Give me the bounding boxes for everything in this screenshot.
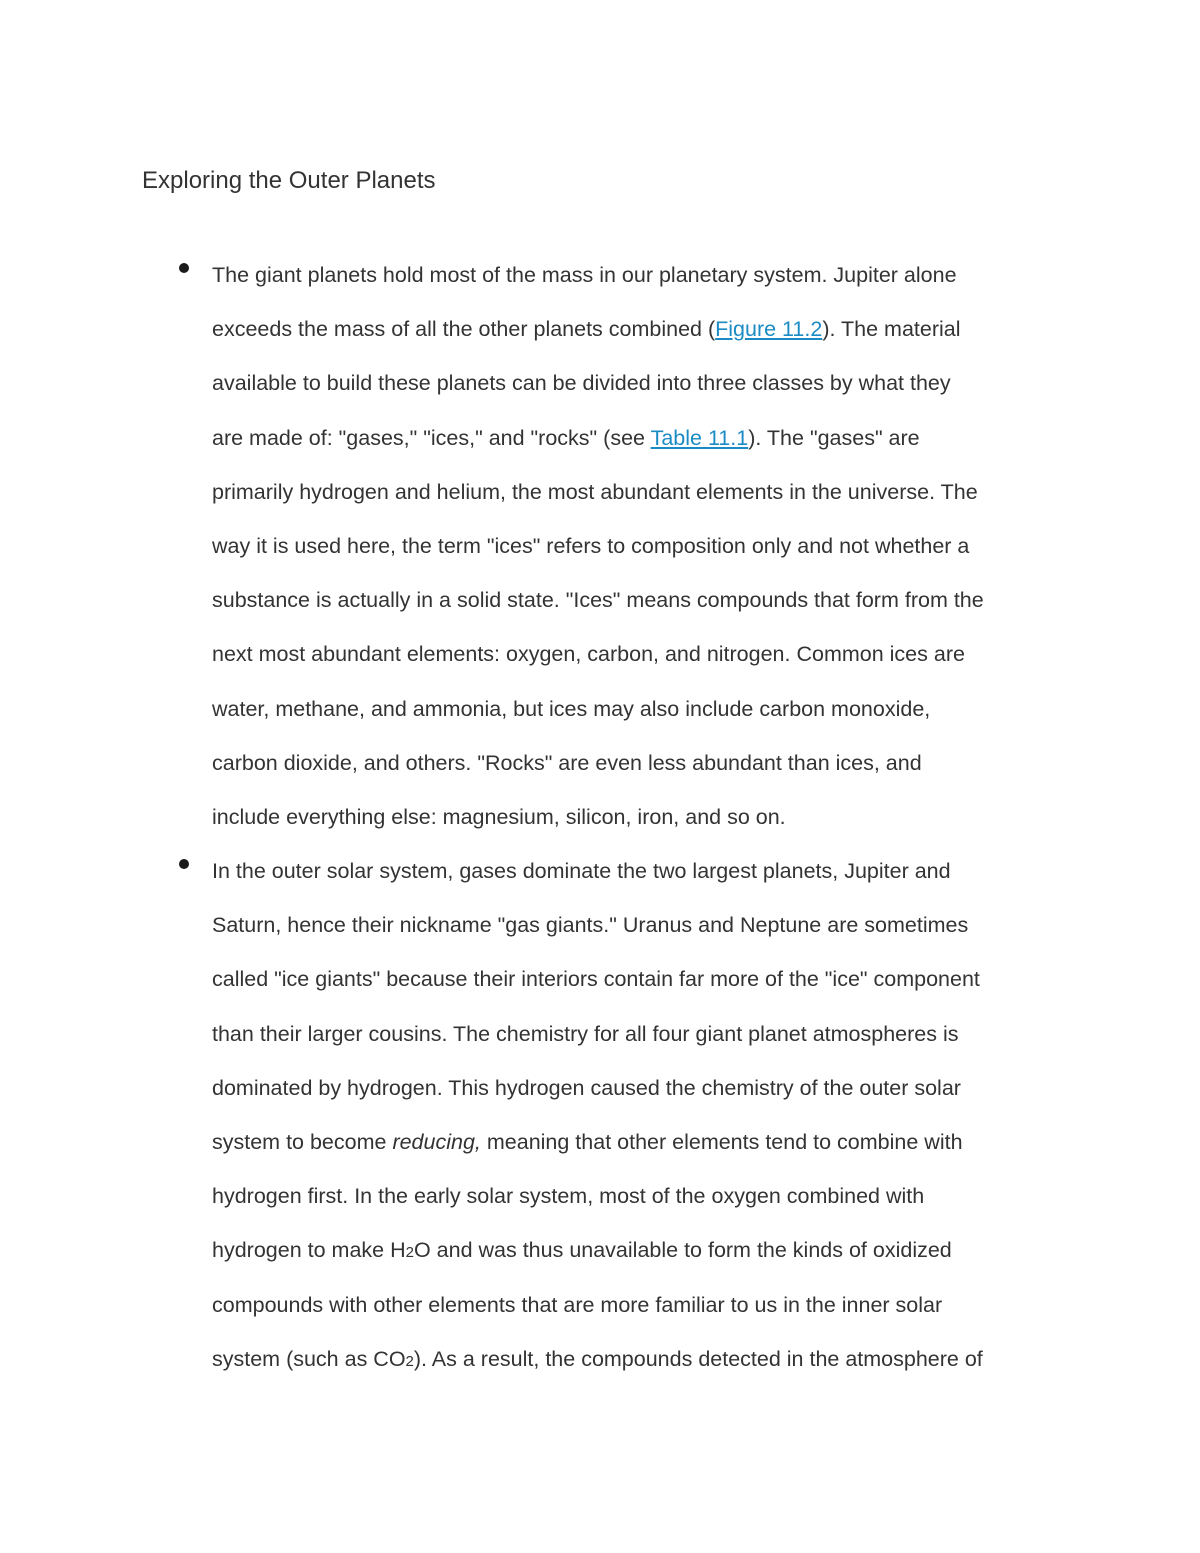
- text-line: [212, 411, 1092, 465]
- text-span: ). As a result, the compounds detected in the atmosphere of: [413, 1346, 983, 1371]
- text-line: [212, 302, 1092, 356]
- text-span: meaning that other elements tend to combine with: [480, 1130, 963, 1154]
- bullet-icon: [179, 263, 189, 273]
- subscript: 2: [405, 1352, 414, 1370]
- text-line: primarily hydrogen and helium, the most abundant elements in the universe. The: [212, 479, 978, 504]
- text-line: called "ice giants" because their interiors contain far more of the "ice" component: [212, 967, 980, 992]
- text-line: hydrogen first. In the early solar system, most of the oxygen combined with: [212, 1184, 925, 1209]
- list-item: [212, 844, 1092, 1386]
- list-item: [212, 248, 1092, 844]
- text-span: are made of: "gases," "ices," and "rocks" (see: [212, 425, 651, 450]
- text-line: [212, 1332, 1092, 1386]
- bullet-list: [212, 248, 1092, 1386]
- page-title: Exploring the Outer Planets: [142, 167, 436, 194]
- text-span: system (such as CO: [212, 1346, 406, 1371]
- text-span: system to become: [212, 1130, 393, 1154]
- text-line: substance is actually in a solid state. "Ices" means compounds that form from the: [212, 588, 984, 613]
- figure-11-2-link[interactable]: Figure 11.2: [715, 317, 823, 342]
- text-line: way it is used here, the term "ices" refers to composition only and not whether a: [212, 533, 970, 558]
- text-span: O and was thus unavailable to form the kinds of oxidized: [413, 1238, 952, 1263]
- text-line: than their larger cousins. The chemistry for all four giant planet atmospheres is: [212, 1021, 959, 1046]
- text-span: ). The "gases" are: [748, 425, 920, 450]
- text-line: next most abundant elements: oxygen, carbon, and nitrogen. Common ices are: [212, 642, 965, 667]
- text-line: [212, 1223, 1092, 1277]
- emphasis-reducing: reducing,: [392, 1130, 481, 1154]
- text-line: Saturn, hence their nickname "gas giants." Uranus and Neptune are sometimes: [212, 913, 969, 938]
- table-11-1-link[interactable]: Table 11.1: [650, 425, 749, 450]
- text-span: hydrogen to make H: [212, 1238, 406, 1263]
- text-line: The giant planets hold most of the mass in our planetary system. Jupiter alone: [212, 263, 957, 287]
- subscript: 2: [405, 1244, 414, 1262]
- text-line: [212, 1115, 1092, 1169]
- text-line: water, methane, and ammonia, but ices may also include carbon monoxide,: [212, 696, 931, 721]
- text-line: In the outer solar system, gases dominate the two largest planets, Jupiter and: [212, 859, 951, 884]
- text-line: dominated by hydrogen. This hydrogen caused the chemistry of the outer solar: [212, 1075, 961, 1100]
- text-span: exceeds the mass of all the other planets combined (: [212, 317, 716, 342]
- text-line: available to build these planets can be divided into three classes by what they: [212, 371, 951, 396]
- text-line: include everything else: magnesium, silicon, iron, and so on.: [212, 804, 786, 829]
- text-line: carbon dioxide, and others. "Rocks" are even less abundant than ices, and: [212, 750, 922, 775]
- text-span: ). The material: [822, 317, 961, 342]
- bullet-icon: [179, 859, 189, 869]
- text-line: compounds with other elements that are more familiar to us in the inner solar: [212, 1292, 943, 1317]
